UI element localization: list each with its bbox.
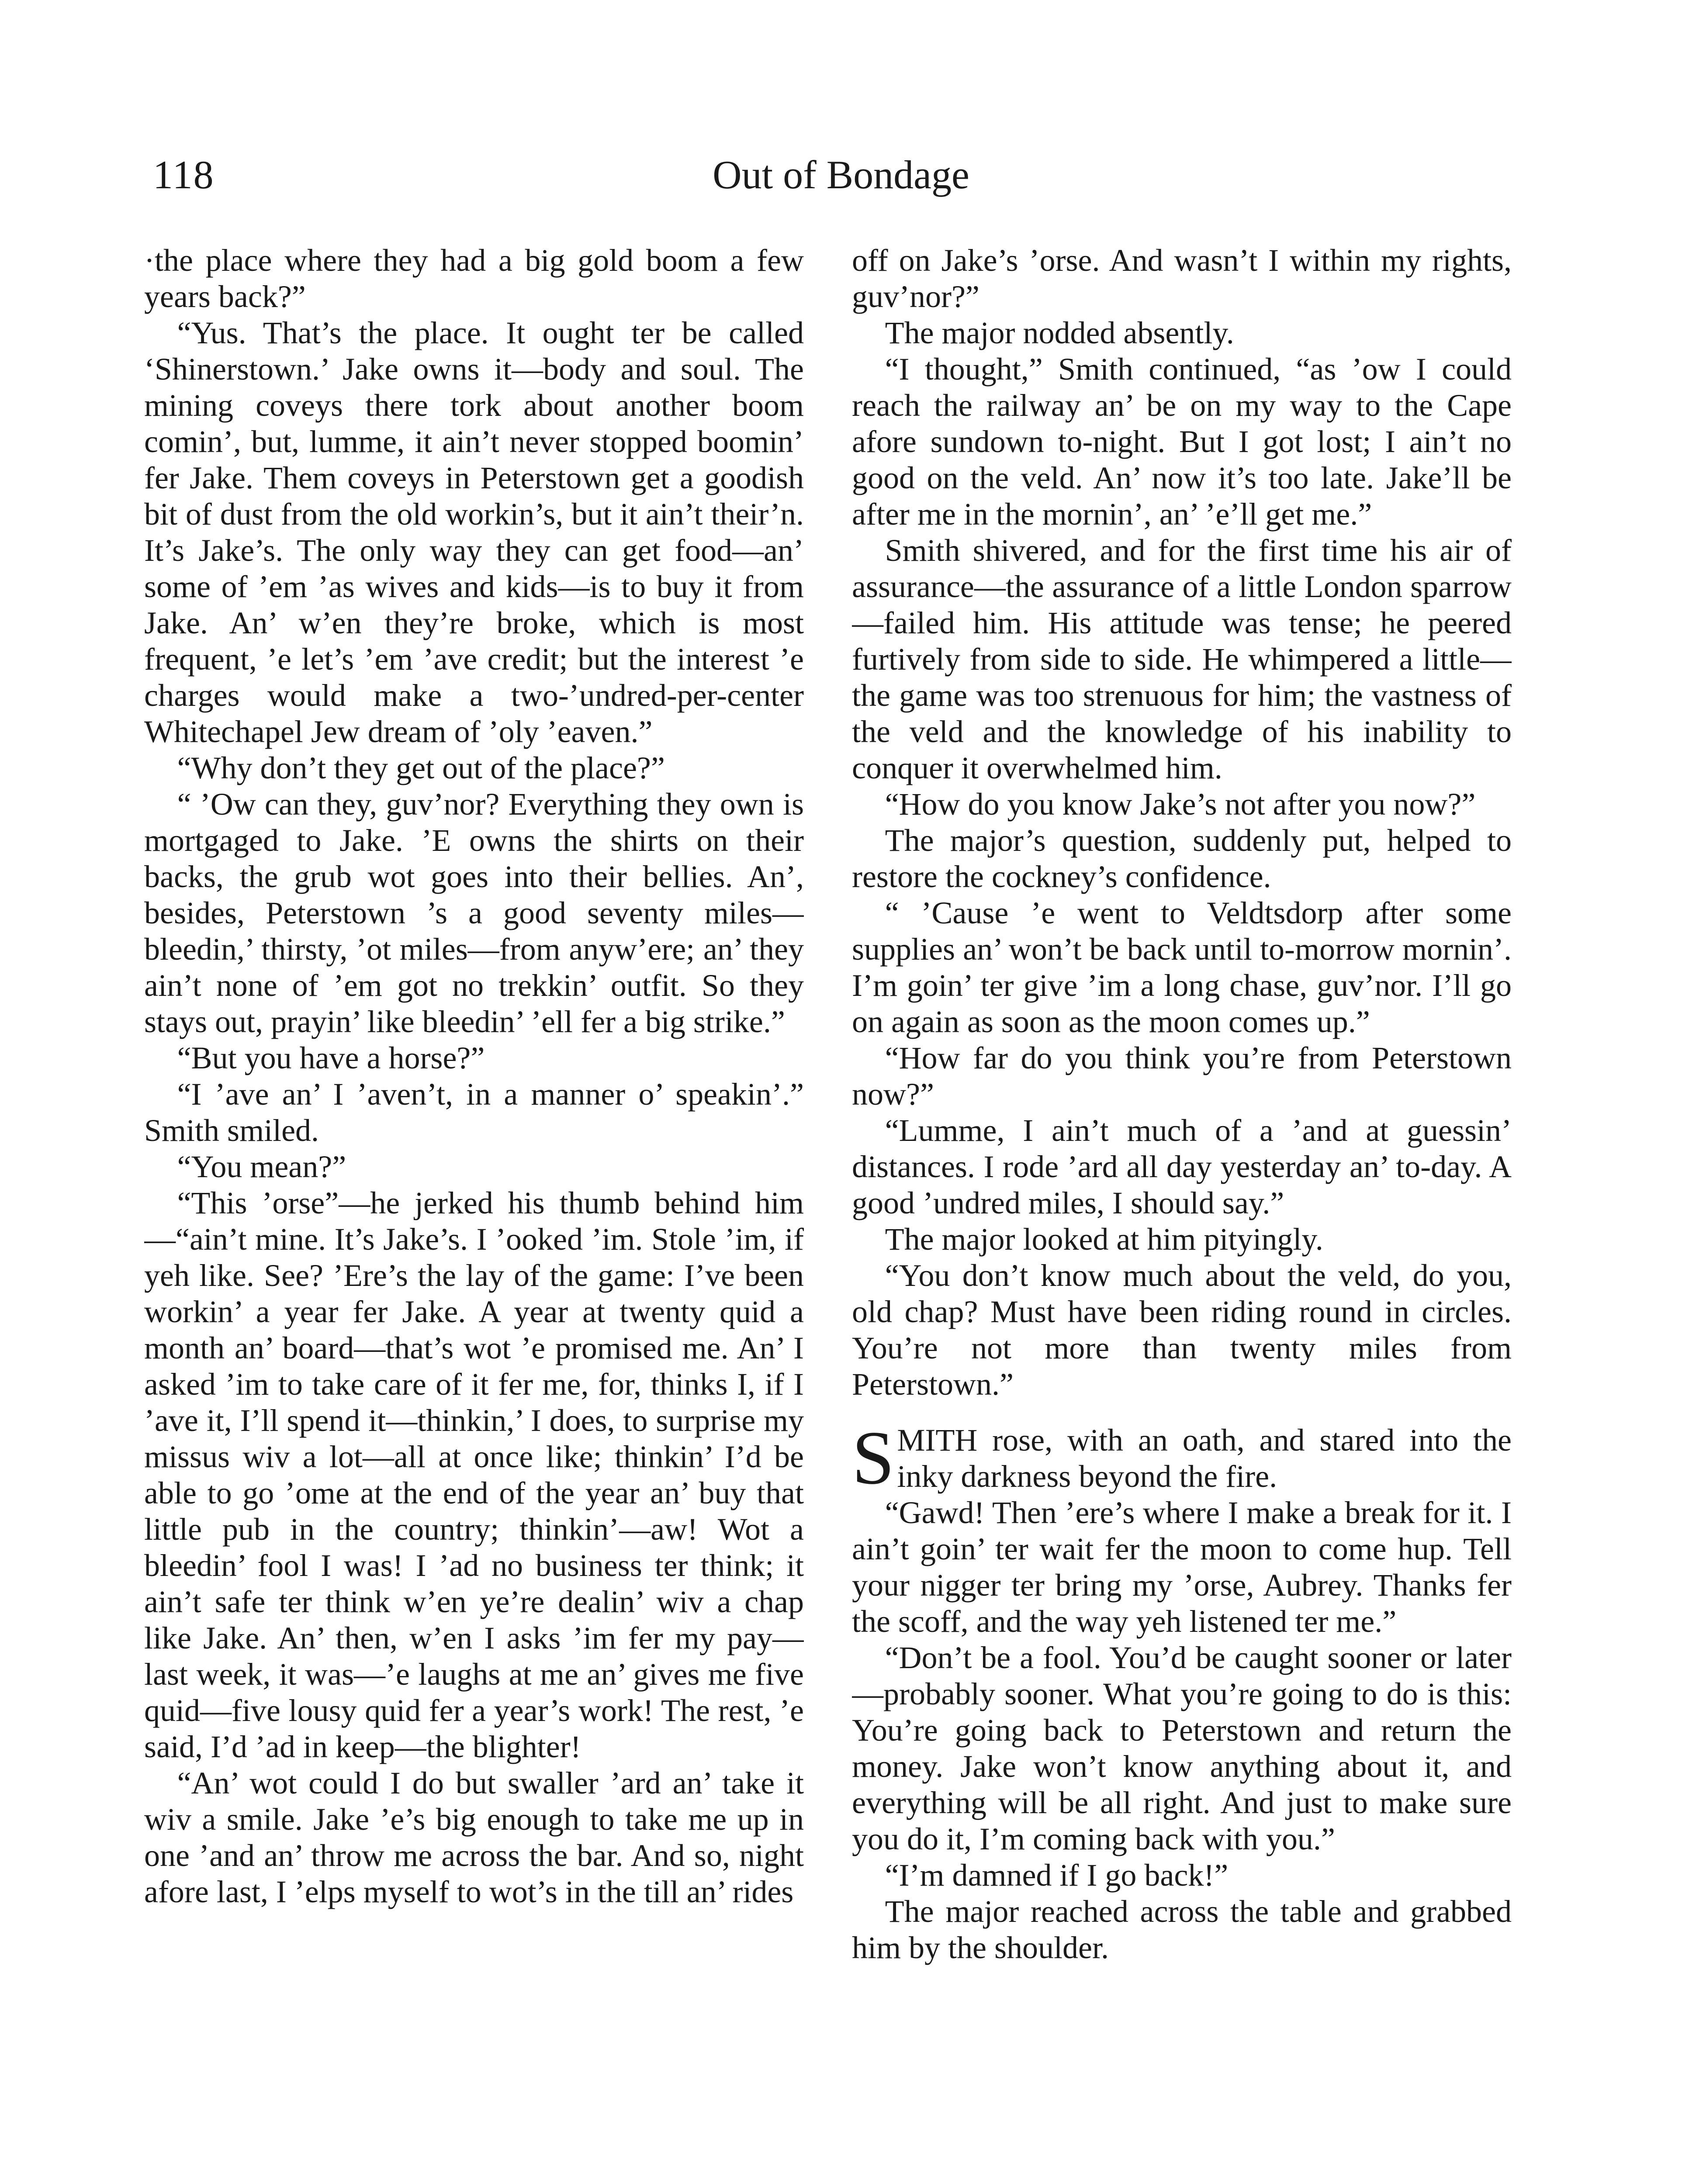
paragraph bbox=[852, 1640, 1512, 1857]
paragraph bbox=[144, 1149, 804, 1185]
section-opening-paragraph bbox=[852, 1415, 1512, 1500]
paragraph bbox=[144, 786, 804, 1040]
page-header bbox=[153, 144, 1529, 205]
paragraph bbox=[144, 750, 804, 786]
paragraph bbox=[852, 786, 1512, 822]
small-caps-lead: MITH bbox=[897, 1423, 978, 1458]
paragraph-text: “Lumme, I ain’t much of a ’and at guessin’ distances. I rode ’ard all day yesterday an’ to-day. A good ’undred miles, I should say.” bbox=[852, 1113, 1512, 1220]
paragraph bbox=[852, 1221, 1512, 1258]
paragraph-text: “I thought,” Smith continued, “as ’ow I could reach the railway an’ be on my way to the Cape afore sundown to-night. But I got lost; I ain’t no good on the veld. An’ now it’s too late. Jake’ll be after me in the mornin’, an’ ’e’ll get me.” bbox=[852, 352, 1512, 532]
paragraph bbox=[852, 1258, 1512, 1403]
text-column-right bbox=[852, 242, 1512, 2184]
paragraph-text: “How far do you think you’re from Peterstown now?” bbox=[852, 1040, 1512, 1112]
paragraph bbox=[144, 1185, 804, 1765]
paragraph-text: rose, with an oath, and stared into the inky darkness beyond the fire. bbox=[897, 1423, 1512, 1494]
paragraph bbox=[144, 1040, 804, 1076]
paragraph bbox=[852, 315, 1512, 351]
paragraph bbox=[852, 1495, 1512, 1640]
paragraph-text: “I ’ave an’ I ’aven’t, in a manner o’ speakin’.” Smith smiled. bbox=[144, 1077, 804, 1148]
paragraph-text: The major reached across the table and grabbed him by the shoulder. bbox=[852, 1894, 1512, 1965]
paragraph bbox=[852, 1894, 1512, 1966]
paragraph-text: ·the place where they had a big gold boom a few years back?” bbox=[144, 243, 804, 314]
paragraph-text: “But you have a horse?” bbox=[177, 1040, 485, 1075]
paragraph-text: “An’ wot could I do but swaller ’ard an’ take it wiv a smile. Jake ’e’s big enough to take me up in one ’and an’ throw me across the bar. And so, night afore last, I ’elps myself to wot’s in the till an’ rides bbox=[144, 1766, 804, 1909]
paragraph bbox=[144, 315, 804, 750]
text-column-left bbox=[144, 242, 804, 2184]
paragraph bbox=[144, 1765, 804, 1910]
paragraph-text: “Gawd! Then ’ere’s where I make a break for it. I ain’t goin’ ter wait fer the moon to come hup. Tell your nigger ter bring my ’orse, Aubrey. Thanks fer the scoff, and the way yeh listened ter me.” bbox=[852, 1495, 1512, 1639]
paragraph-text: “Don’t be a fool. You’d be caught sooner or later—probably sooner. What you’re going to do is this: You’re going back to Peterstown and return the money. Jake won’t know anything about it, and everything will be all right. And just to make sure you do it, I’m coming back with you.” bbox=[852, 1640, 1512, 1856]
paragraph-text: The major nodded absently. bbox=[885, 315, 1234, 350]
paragraph-text: The major looked at him pityingly. bbox=[885, 1222, 1323, 1257]
paragraph bbox=[852, 1040, 1512, 1113]
paragraph-text: “ ’Cause ’e went to Veldtsdorp after some supplies an’ won’t be back until to-morrow mornin’. I’m goin’ ter give ’im a long chase, guv’nor. I’ll go on again as soon as the moon comes up.” bbox=[852, 895, 1512, 1039]
paragraph-text: The major’s question, suddenly put, helped to restore the cockney’s confidence. bbox=[852, 823, 1512, 894]
paragraph bbox=[852, 1857, 1512, 1894]
drop-cap: S bbox=[852, 1415, 895, 1500]
paragraph bbox=[852, 351, 1512, 532]
page-number: 118 bbox=[153, 152, 215, 197]
paragraph bbox=[852, 895, 1512, 1040]
paragraph-text: “You don’t know much about the veld, do you, old chap? Must have been riding round in circles. You’re not more than twenty miles from Peterstown.” bbox=[852, 1258, 1512, 1402]
paragraph-text: “I’m damned if I go back!” bbox=[885, 1858, 1229, 1893]
paragraph-text: off on Jake’s ’orse. And wasn’t I within my rights, guv’nor?” bbox=[852, 243, 1512, 314]
paragraph-text: “You mean?” bbox=[177, 1149, 346, 1184]
paragraph bbox=[144, 1076, 804, 1149]
paragraph-text: “Why don’t they get out of the place?” bbox=[177, 750, 665, 785]
paragraph-text: “This ’orse”—he jerked his thumb behind him—“ain’t mine. It’s Jake’s. I ’ooked ’im. Stole ’im, if yeh like. See? ’Ere’s the lay of the game: I’ve been workin’ a year fer Jake. A year at twenty quid a month an’ board—that’s wot ’e promised me. An’ I asked ’im to take care of it fer me, for, thinks I, if I ’ave it, I’ll spend it—thinkin,’ I does, to surprise my missus wiv a lot—all at once like; thinkin’ I’d be able to go ’ome at the end of the year an’ buy that little pub in the country; thinkin’—aw! Wot a bleedin’ fool I was! I ’ad no business ter think; it ain’t safe ter think w’en ye’re dealin’ wiv a chap like Jake. An’ then, w’en I asks ’im fer my pay—last week, it was—’e laughs at me an’ gives me five quid—five lousy quid fer a year’s work! The rest, ’e said, I’d ’ad in keep—the blighter! bbox=[144, 1185, 804, 1764]
paragraph-text: “Yus. That’s the place. It ought ter be called ‘Shinerstown.’ Jake owns it—body and soul. The mining coveys there tork about another boom comin’, but, lumme, it ain’t never stopped boomin’ fer Jake. Them coveys in Peterstown get a goodish bit of dust from the old workin’s, but it ain’t their’n. It’s Jake’s. The only way they can get food—an’ some of ’em ’as wives and kids—is to buy it from Jake. An’ w’en they’re broke, which is most frequent, ’e let’s ’em ’ave credit; but the interest ’e charges would make a two-’undred-per-center Whitechapel Jew dream of ’oly ’eaven.” bbox=[144, 315, 804, 749]
paragraph bbox=[852, 822, 1512, 895]
paragraph bbox=[852, 532, 1512, 786]
paragraph bbox=[144, 242, 804, 315]
paragraph-text: Smith shivered, and for the first time his air of assurance—the assurance of a little London sparrow—failed him. His attitude was tense; he peered furtively from side to side. He whimpered a little—the game was too strenuous for him; the vastness of the veld and the knowledge of his inability to conquer it overwhelmed him. bbox=[852, 533, 1512, 785]
paragraph bbox=[852, 242, 1512, 315]
paragraph-text: “ ’Ow can they, guv’nor? Everything they own is mortgaged to Jake. ’E owns the shirts on their backs, the grub wot goes into their bellies. An’, besides, Peterstown ’s a good seventy miles—bleedin,’ thirsty, ’ot miles—from anyw’ere; an’ they ain’t none of ’em got no trekkin’ outfit. So they stays out, prayin’ like bleedin’ ’ell fer a big strike.” bbox=[144, 787, 804, 1039]
paragraph-text: “How do you know Jake’s not after you now?” bbox=[885, 787, 1476, 822]
paragraph bbox=[852, 1113, 1512, 1221]
running-title: Out of Bondage bbox=[713, 152, 969, 197]
